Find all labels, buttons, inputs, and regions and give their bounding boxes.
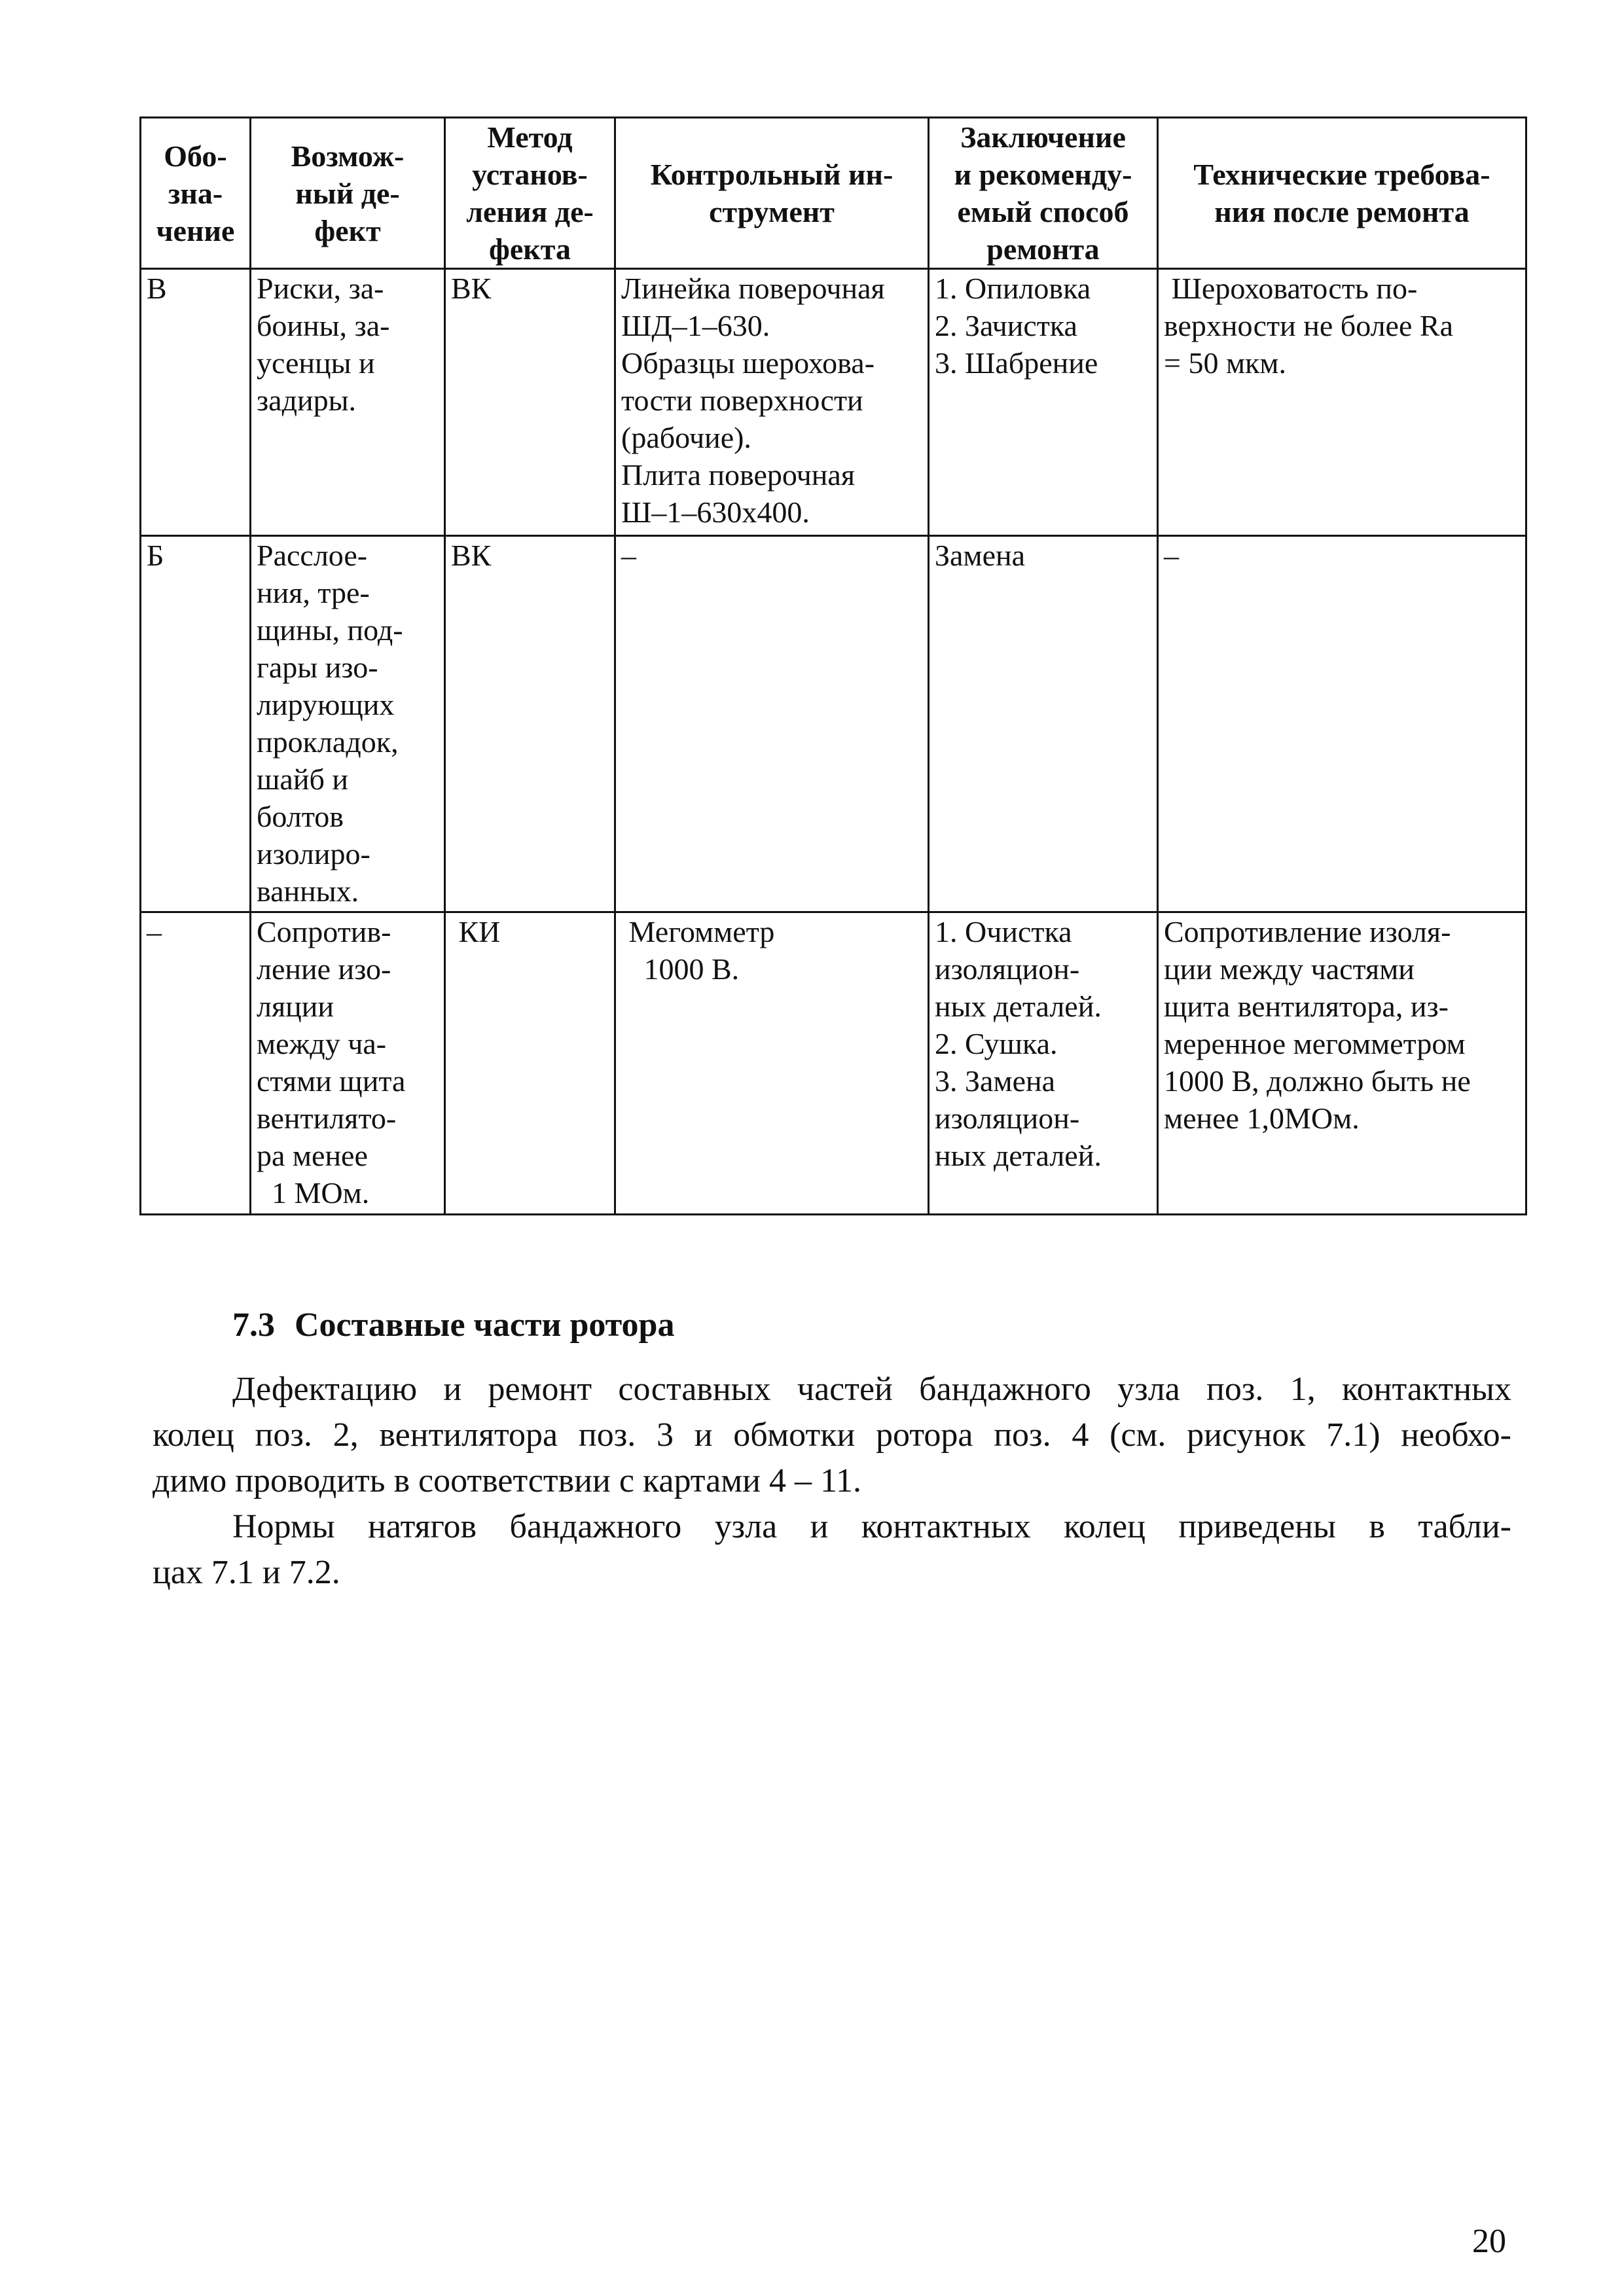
paragraph-line: колец поз. 2, вентилятора поз. 3 и обмотки ротора поз. 4 (см. рисунок 7.1) необхо-: [153, 1416, 1511, 1454]
cell-conclusion: Замена: [929, 536, 1158, 912]
table-row: [141, 536, 1526, 912]
cell-instrument: Мегомметр 1000 В.: [615, 912, 929, 1215]
section-title: Составные части ротора: [295, 1306, 675, 1344]
body-paragraph: [153, 1504, 1511, 1596]
cell-method: ВК: [445, 536, 615, 912]
cell-designation: Б: [141, 536, 251, 912]
cell-designation: –: [141, 912, 251, 1215]
paragraph-line: Дефектацию и ремонт составных частей бандажного узла поз. 1, контактных: [232, 1371, 1511, 1408]
table-row: [141, 269, 1526, 536]
defects-table: [139, 117, 1527, 1215]
table-header-row: [141, 118, 1526, 269]
header-control-instrument: Контрольный ин- струмент: [615, 118, 929, 269]
header-technical-requirements: Технические требова- ния после ремонта: [1158, 118, 1526, 269]
header-possible-defect: Возмож- ный де- фект: [251, 118, 445, 269]
section-heading: [232, 1306, 674, 1345]
cell-designation: В: [141, 269, 251, 536]
paragraph-line: Нормы натягов бандажного узла и контактных колец приведены в табли-: [232, 1508, 1511, 1545]
cell-defect: Расслое- ния, тре- щины, под- гары изо- лирующих прокладок, шайб и болтов изолиро- ванных.: [251, 536, 445, 912]
cell-method: ВК: [445, 269, 615, 536]
header-detection-method: Метод установ- ления де- фекта: [445, 118, 615, 269]
cell-defect: Сопротив- ление изо- ляции между ча- стями щита вентилято- ра менее 1 МОм.: [251, 912, 445, 1215]
cell-method: КИ: [445, 912, 615, 1215]
cell-conclusion: 1. Очистка изоляцион- ных деталей. 2. Сушка. 3. Замена изоляцион- ных деталей.: [929, 912, 1158, 1215]
page-number: 20: [1472, 2223, 1506, 2260]
body-paragraph: [153, 1367, 1511, 1504]
cell-defect: Риски, за- боины, за- усенцы и задиры.: [251, 269, 445, 536]
paragraph-line: димо проводить в соответствии с картами 4 – 11.: [153, 1462, 862, 1499]
paragraph-line: цах 7.1 и 7.2.: [153, 1554, 340, 1591]
header-conclusion: Заключение и рекоменду- емый способ ремонта: [929, 118, 1158, 269]
cell-instrument: Линейка поверочная ШД–1–630. Образцы шерохова- тости поверхности (рабочие). Плита поверочная Ш–1–630х400.: [615, 269, 929, 536]
cell-requirements: Шероховатость по- верхности не более Ra = 50 мкм.: [1158, 269, 1526, 536]
cell-requirements: Сопротивление изоля- ции между частями щита вентилятора, из- меренное мегомметром 1000 В, должно быть не менее 1,0МОм.: [1158, 912, 1526, 1215]
cell-conclusion: 1. Опиловка 2. Зачистка 3. Шабрение: [929, 269, 1158, 536]
cell-requirements: –: [1158, 536, 1526, 912]
cell-instrument: –: [615, 536, 929, 912]
section-number: 7.3: [232, 1306, 275, 1344]
header-designation: Обо- зна- чение: [141, 118, 251, 269]
table-row: [141, 912, 1526, 1215]
